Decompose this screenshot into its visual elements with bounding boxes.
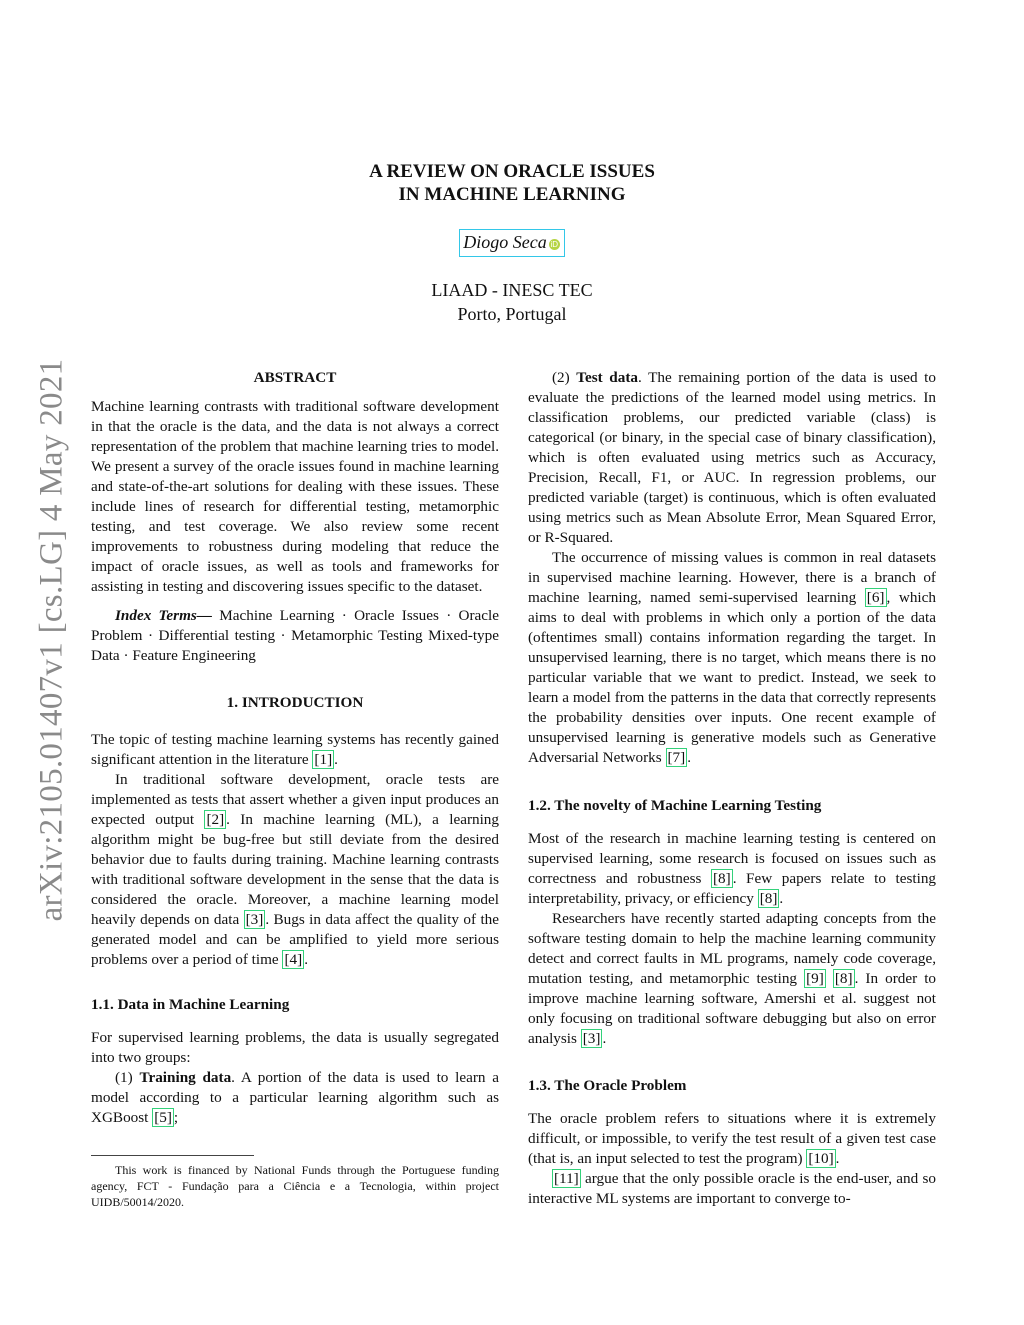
section-1-1-heading: 1.1. Data in Machine Learning bbox=[91, 996, 290, 1013]
index-terms-label: Index Terms— bbox=[115, 607, 212, 624]
section-1-2-paragraph-1 bbox=[528, 829, 936, 909]
affiliation bbox=[0, 278, 1024, 326]
text-run: The topic of testing machine learning systems has recently gained significant attention in the literature bbox=[91, 731, 499, 768]
author-link[interactable] bbox=[459, 229, 564, 257]
index-terms-text: Machine Learning · Oracle Issues · Oracle Problem · Differential testing · Metamorphic Testing Mixed-type Data · Feature Engineering bbox=[91, 607, 499, 664]
citation-link[interactable]: [8] bbox=[712, 870, 731, 887]
text-run: . Bugs in data affect the quality of the generated model and can be amplified to yield more serious problems over a period of time bbox=[91, 911, 499, 968]
text-run: Researchers have recently started adapting concepts from the software testing domain to help the machine learning community detect and correct faults in ML programs, namely code coverage, mutation testing, and metamorphic testing bbox=[528, 910, 936, 987]
left-column bbox=[91, 368, 499, 1128]
citation-link[interactable]: [8] bbox=[759, 890, 778, 907]
orcid-icon[interactable]: iD bbox=[550, 240, 559, 249]
text-run: (2) bbox=[552, 369, 577, 386]
author-block bbox=[0, 229, 1024, 257]
text-run: (1) bbox=[115, 1069, 140, 1086]
index-terms bbox=[91, 606, 499, 666]
affiliation-line-1: LIAAD - INESC TEC bbox=[431, 280, 593, 300]
abstract-text: Machine learning contrasts with traditional software development in that the oracle is the data, and the data is not always a correct representation of the problem that machine learning tries to model. We present a survey of the oracle issues found in machine learning and state-of-the-art solutions for dealing with these issues. These include lines of research for differential testing, metamorphic testing, and test coverage. We also review some recent improvements to robustness during modeling that reduce the impact of oracle issues, as well as tools and frameworks for assisting in testing and discovering issues specific to the dataset. bbox=[91, 398, 499, 595]
citation-link[interactable]: [11] bbox=[554, 1170, 579, 1187]
section-1-2-paragraph-2 bbox=[528, 909, 936, 1049]
section-1-3-paragraph-1 bbox=[528, 1109, 936, 1169]
footnote bbox=[91, 1162, 499, 1210]
text-run: . A portion of the data is used to learn a model according to a particular learning algorithm such as XGBoost bbox=[91, 1069, 499, 1126]
text-run: . bbox=[779, 890, 784, 907]
intro-paragraph-2 bbox=[91, 770, 499, 970]
text-run: . The remaining portion of the data is used to evaluate the predictions of the learned model using metrics. In classification problems, our predicted variable (class) is categorical (or binary, in the special case of binary classification), which is often evaluated using metrics such as Accuracy, Precision, Recall, F1, or AUC. In regression problems, our predicted variable (target) is continuous, which is often evaluated using metrics such as Mean Absolute Error, Mean Squared Error, or R-Squared. bbox=[528, 369, 936, 546]
missing-values-paragraph bbox=[528, 548, 936, 768]
section-1-1-paragraph-2 bbox=[91, 1068, 499, 1128]
footnote-divider bbox=[91, 1155, 254, 1156]
citation-link[interactable]: [10] bbox=[808, 1150, 834, 1167]
text-run: In traditional software development, oracle tests are implemented as tests that assert whether a given input produces an expected output bbox=[91, 771, 499, 828]
citation-link[interactable]: [3] bbox=[582, 1030, 601, 1047]
arxiv-identifier: arXiv:2105.01407v1 [cs.LG] 4 May 2021 bbox=[33, 358, 70, 922]
text-run: Most of the research in machine learning testing is centered on supervised learning, some research is focused on issues such as correctness and robustness bbox=[528, 830, 936, 887]
affiliation-line-2: Porto, Portugal bbox=[457, 304, 567, 324]
citation-link[interactable]: [7] bbox=[667, 749, 686, 766]
abstract-heading: ABSTRACT bbox=[253, 369, 337, 386]
citation-link[interactable]: [9] bbox=[806, 970, 824, 987]
text-run bbox=[826, 970, 833, 987]
section-1-1-paragraph-1: For supervised learning problems, the data is usually segregated into two groups: bbox=[91, 1029, 499, 1066]
text-run: The occurrence of missing values is common in real datasets in supervised machine learning. However, there is a branch of machine learning, named semi-supervised learning bbox=[528, 549, 936, 606]
text-run: . bbox=[687, 749, 692, 766]
citation-link[interactable]: [6] bbox=[866, 589, 885, 606]
text-run: . In machine learning (ML), a learning algorithm might be bug-free but still deviate from the desired behavior due to faults during training. Machine learning contrasts with traditional software development in the sense that the data is considered the oracle. Moreover, a machine learning model heavily depends on data bbox=[91, 811, 499, 928]
author-name: Diogo Seca bbox=[463, 232, 547, 252]
bold-term: Test data bbox=[576, 369, 638, 386]
text-run: . bbox=[835, 1150, 840, 1167]
introduction-heading: 1. INTRODUCTION bbox=[226, 694, 364, 711]
section-1-2-heading: 1.2. The novelty of Machine Learning Testing bbox=[528, 797, 822, 814]
text-run: The oracle problem refers to situations where it is extremely difficult, or impossible, to verify the test result of a given test case (that is, an input selected to test the program) bbox=[528, 1110, 936, 1167]
text-run: . Few papers relate to testing interpretability, privacy, or efficiency bbox=[528, 870, 937, 907]
text-run: . In order to improve machine learning software, Amershi et al. suggest not only focusing on traditional software debugging but also on error analysis bbox=[528, 970, 937, 1047]
citation-link[interactable]: [3] bbox=[245, 911, 264, 928]
text-run: . bbox=[304, 951, 308, 968]
citation-link[interactable]: [2] bbox=[206, 811, 225, 828]
intro-paragraph-1 bbox=[91, 730, 499, 770]
footnote-text: This work is financed by National Funds through the Portuguese funding agency, FCT - Fundação para a Ciência e a Tecnologia, within project UIDB/50014/2020. bbox=[91, 1163, 499, 1209]
citation-link[interactable]: [5] bbox=[154, 1109, 172, 1126]
section-1-3-heading: 1.3. The Oracle Problem bbox=[528, 1077, 687, 1094]
bold-term: Training data bbox=[139, 1069, 232, 1086]
paper-title bbox=[0, 160, 1024, 206]
text-run: . bbox=[602, 1030, 607, 1047]
citation-link[interactable]: [4] bbox=[284, 951, 303, 968]
text-run: argue that the only possible oracle is the end-user, and so interactive ML systems are important to converge to- bbox=[528, 1170, 936, 1207]
citation-link[interactable]: [8] bbox=[834, 970, 853, 987]
right-column bbox=[528, 368, 936, 1209]
title-line-2: IN MACHINE LEARNING bbox=[398, 184, 626, 205]
section-1-3-paragraph-2 bbox=[528, 1169, 936, 1209]
text-run: ; bbox=[173, 1109, 179, 1126]
text-run: , which aims to deal with problems in which only a portion of the data (oftentimes small) contains information regarding the target. In unsupervised learning, there is no target, which means there is no particular variable that we want to predict. Instead, we seek to learn a model from the patterns in the data that correctly represents the probability densities over inputs. One recent example of unsupervised learning is generative models such as Generative Adversarial Networks bbox=[528, 589, 936, 766]
citation-link[interactable]: [1] bbox=[314, 751, 333, 768]
test-data-paragraph bbox=[528, 368, 936, 548]
title-line-1: A REVIEW ON ORACLE ISSUES bbox=[369, 161, 655, 182]
text-run: . bbox=[334, 751, 338, 768]
